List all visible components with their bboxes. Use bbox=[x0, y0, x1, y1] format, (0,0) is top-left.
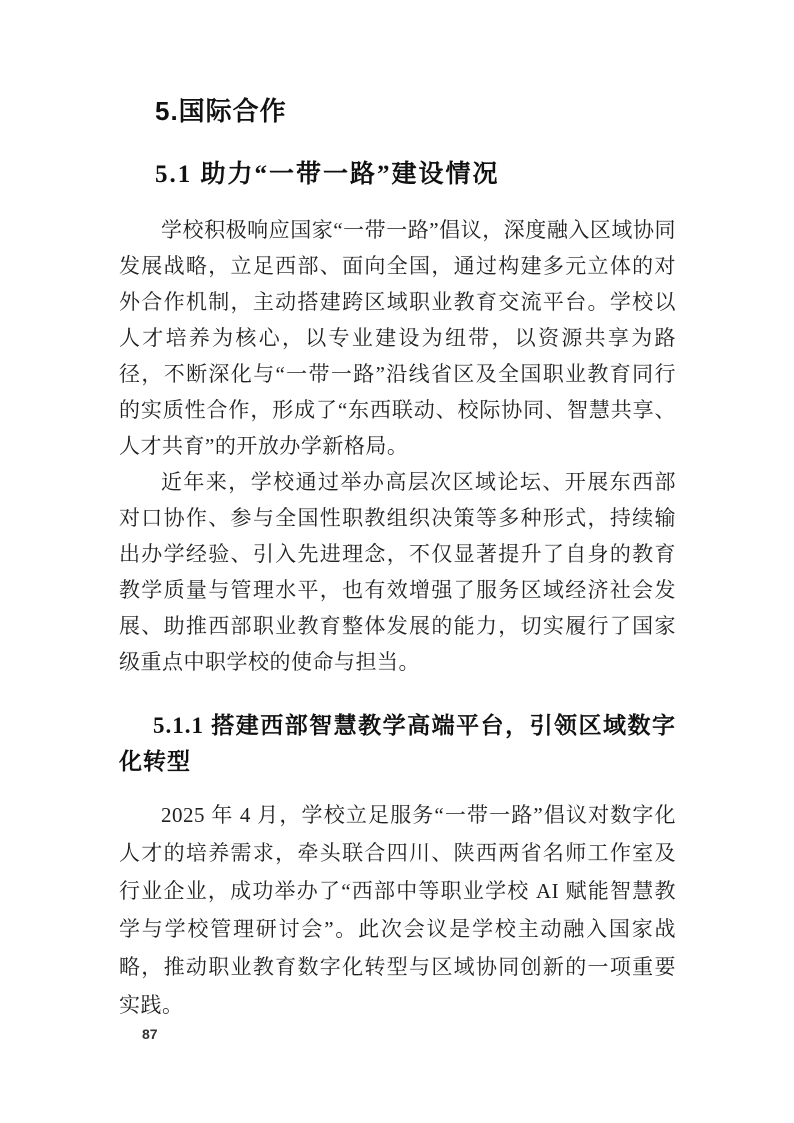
paragraph-2025-conference: 2025 年 4 月，学校立足服务“一带一路”倡议对数字化人才的培养需求，牵头联合四川、陕西两省名师工作室及行业企业，成功举办了“西部中等职业学校 AI 赋能智慧教学与学校管理研讨会”。此次会议是学校主动融入国家战略，推动职业教育数字化转型与区域协同创新的一项重要实践。 bbox=[119, 803, 676, 1018]
subsection-heading: 5.1 助力“一带一路”建设情况 bbox=[155, 161, 500, 189]
paragraph-belt-road-overview: 学校积极响应国家“一带一路”倡议，深度融入区域协同发展战略，立足西部、面向全国，通过构建多元立体的对外合作机制，主动搭建跨区域职业教育交流平台。学校以人才培养为核心，以专业建设为纽带，以资源共享为路径，不断深化与“一带一路”沿线省区及全国职业教育同行的实质性合作，形成了“东西联动、校际协同、智慧共享、人才共育”的开放办学新格局。 bbox=[119, 218, 676, 459]
page-number: 87 bbox=[142, 1026, 158, 1042]
paragraph-recent-years: 近年来，学校通过举办高层次区域论坛、开展东西部对口协作、参与全国性职教组织决策等多种形式，持续输出办学经验、引入先进理念，不仅显著提升了自身的教育教学质量与管理水平，也有效增强了服务区域经济社会发展、助推西部职业教育整体发展的能力，切实履行了国家级重点中职学校的使命与担当。 bbox=[119, 470, 676, 675]
subsubsection-heading: 5.1.1 搭建西部智慧教学高端平台，引领区域数字化转型 bbox=[119, 713, 676, 775]
section-heading: 5.国际合作 bbox=[155, 96, 287, 126]
